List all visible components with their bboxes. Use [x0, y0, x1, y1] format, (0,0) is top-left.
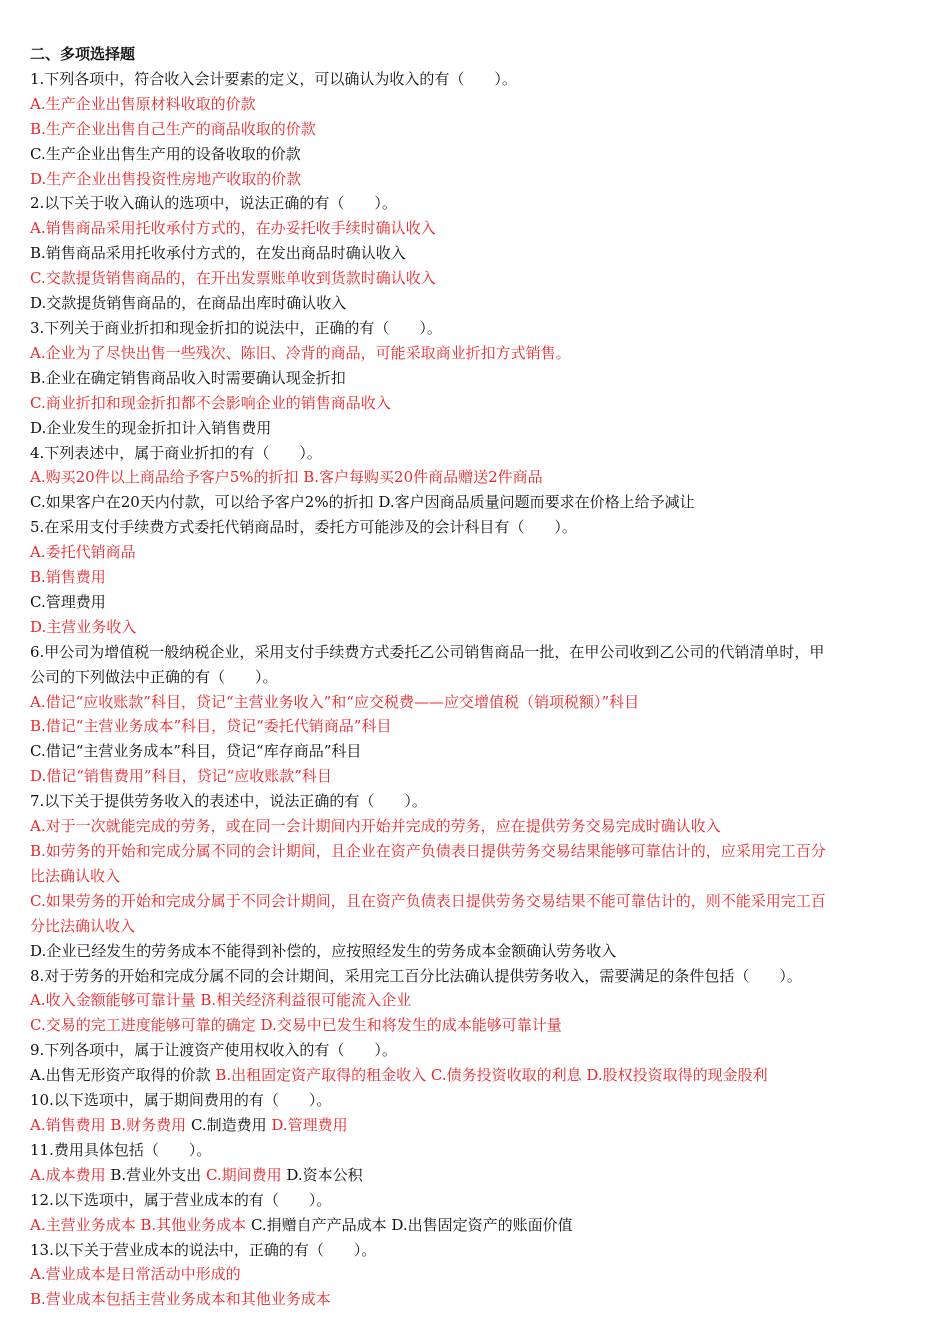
correct-answer-text: D.管理费用: [271, 1115, 348, 1134]
question-list: [30, 67, 910, 1312]
question-text: 10.以下选项中，属于期间费用的有（ ）。: [30, 1091, 332, 1110]
text-line: [30, 266, 910, 291]
question-text: 9.下列各项中，属于让渡资产使用权收入的有（ ）。: [30, 1041, 397, 1060]
text-line: [30, 1063, 910, 1088]
text-line: [30, 615, 910, 640]
text-line: [30, 839, 910, 864]
question-text: 4.下列表述中，属于商业折扣的有（ ）。: [30, 443, 322, 462]
text-line: [30, 1113, 910, 1138]
text-line: [30, 316, 910, 341]
text-line: [30, 1262, 910, 1287]
question-text: C.管理费用: [30, 592, 106, 611]
correct-answer-text: A.购买20件以上商品给予客户5%的折扣 B.客户每购买20件商品赠送2件商品: [30, 468, 543, 487]
correct-answer-text: C.交款提货销售商品的，在开出发票账单收到货款时确认收入: [30, 269, 436, 288]
question-text: B.企业在确定销售商品收入时需要确认现金折扣: [30, 368, 346, 387]
text-line: [30, 416, 910, 441]
text-line: [30, 814, 910, 839]
text-line: [30, 714, 910, 739]
question-text: C.借记“主营业务成本”科目，贷记“库存商品”科目: [30, 742, 362, 761]
text-line: [30, 889, 910, 914]
question-text: C.如果客户在20天内付款，可以给予客户2%的折扣 D.客户因商品质量问题而要求在价格上给予减让: [30, 493, 695, 512]
text-line: [30, 565, 910, 590]
text-line: [30, 1163, 910, 1188]
question-text: A.出售无形资产取得的价款: [30, 1066, 216, 1085]
correct-answer-text: A.销售商品采用托收承付方式的，在办妥托收手续时确认收入: [30, 219, 436, 238]
text-line: [30, 864, 910, 889]
correct-answer-text: D.借记“销售费用”科目，贷记“应收账款”科目: [30, 767, 332, 786]
text-line: [30, 665, 910, 690]
text-line: [30, 142, 910, 167]
text-line: [30, 1287, 910, 1312]
text-line: [30, 988, 910, 1013]
correct-answer-text: A.企业为了尽快出售一些残次、陈旧、冷背的商品，可能采取商业折扣方式销售。: [30, 343, 571, 362]
text-line: [30, 216, 910, 241]
question-text: 7.以下关于提供劳务收入的表述中，说法正确的有（ ）。: [30, 792, 427, 811]
text-line: [30, 92, 910, 117]
text-line: [30, 640, 910, 665]
text-line: [30, 465, 910, 490]
correct-answer-text: A.委托代销商品: [30, 543, 136, 562]
text-line: [30, 764, 910, 789]
question-text: D.企业发生的现金折扣计入销售费用: [30, 418, 272, 437]
text-line: [30, 964, 910, 989]
correct-answer-text: 分比法确认收入: [30, 916, 136, 935]
text-line: [30, 1013, 910, 1038]
correct-answer-text: B.借记“主营业务成本”科目，贷记“委托代销商品”科目: [30, 717, 392, 736]
question-text: 5.在采用支付手续费方式委托代销商品时，委托方可能涉及的会计科目有（ ）。: [30, 518, 577, 537]
correct-answer-text: B.生产企业出售自己生产的商品收取的价款: [30, 119, 316, 138]
correct-answer-text: C.如果劳务的开始和完成分属于不同会计期间，且在资产负债表日提供劳务交易结果不能可靠估计的，则不能采用完工百: [30, 891, 826, 910]
text-line: [30, 1188, 910, 1213]
text-line: [30, 191, 910, 216]
question-text: 11.费用具体包括（ ）。: [30, 1140, 212, 1159]
correct-answer-text: C.交易的完工进度能够可靠的确定 D.交易中已发生和将发生的成本能够可靠计量: [30, 1016, 562, 1035]
text-line: [30, 441, 910, 466]
text-line: [30, 939, 910, 964]
question-text: 1.下列各项中，符合收入会计要素的定义，可以确认为收入的有（ ）。: [30, 69, 517, 88]
text-line: [30, 914, 910, 939]
question-text: 12.以下选项中，属于营业成本的有（ ）。: [30, 1190, 332, 1209]
section-title: 二、多项选择题: [30, 45, 136, 63]
question-text: 3.下列关于商业折扣和现金折扣的说法中，正确的有（ ）。: [30, 318, 442, 337]
correct-answer-text: A.收入金额能够可靠计量 B.相关经济利益很可能流入企业: [30, 991, 412, 1010]
question-text: D.资本公积: [286, 1165, 363, 1184]
correct-answer-text: A.营业成本是日常活动中形成的: [30, 1265, 241, 1284]
text-line: [30, 1213, 910, 1238]
question-text: C.制造费用: [190, 1115, 272, 1134]
question-text: 2.以下关于收入确认的选项中，说法正确的有（ ）。: [30, 194, 397, 213]
text-line: [30, 515, 910, 540]
correct-answer-text: D.主营业务收入: [30, 617, 137, 636]
correct-answer-text: B.出租固定资产取得的租金收入 C.债务投资收取的利息 D.股权投资取得的现金股利: [215, 1066, 768, 1085]
text-line: [30, 1138, 910, 1163]
correct-answer-text: B.销售费用: [30, 568, 106, 587]
text-line: [30, 241, 910, 266]
text-line: [30, 789, 910, 814]
correct-answer-text: A.借记“应收账款”科目，贷记“主营业务收入”和“应交税费——应交增值税（销项税额）”科目: [30, 692, 640, 711]
question-text: 13.以下关于营业成本的说法中，正确的有（ ）。: [30, 1240, 377, 1259]
text-line: [30, 1238, 910, 1263]
text-line: [30, 67, 910, 92]
question-text: D.交款提货销售商品的，在商品出库时确认收入: [30, 294, 347, 313]
correct-answer-text: 比法确认收入: [30, 866, 121, 885]
text-line: [30, 117, 910, 142]
question-text: C.生产企业出售生产用的设备收取的价款: [30, 144, 301, 163]
text-line: [30, 291, 910, 316]
question-text: B.营业外支出: [110, 1165, 206, 1184]
text-line: [30, 540, 910, 565]
correct-answer-text: C.期间费用: [205, 1165, 287, 1184]
correct-answer-text: A.生产企业出售原材料收取的价款: [30, 94, 256, 113]
text-line: [30, 690, 910, 715]
correct-answer-text: A.对于一次就能完成的劳务，或在同一会计期间内开始并完成的劳务，应在提供劳务交易完成时确认收入: [30, 817, 721, 836]
correct-answer-text: A.销售费用 B.财务费用: [30, 1115, 191, 1134]
text-line: [30, 366, 910, 391]
correct-answer-text: C.商业折扣和现金折扣都不会影响企业的销售商品收入: [30, 393, 391, 412]
text-line: [30, 590, 910, 615]
question-text: 公司的下列做法中正确的有（ ）。: [30, 667, 278, 686]
text-line: [30, 167, 910, 192]
text-line: [30, 341, 910, 366]
question-text: C.捐赠自产产品成本 D.出售固定资产的账面价值: [250, 1215, 573, 1234]
correct-answer-text: B.营业成本包括主营业务成本和其他业务成本: [30, 1290, 331, 1309]
correct-answer-text: A.成本费用: [30, 1165, 111, 1184]
question-text: 8.对于劳务的开始和完成分属不同的会计期间，采用完工百分比法确认提供劳务收入，需要满足的条件包括（ ）。: [30, 966, 802, 985]
text-line: [30, 391, 910, 416]
text-line: [30, 490, 910, 515]
question-text: 6.甲公司为增值税一般纳税企业，采用支付手续费方式委托乙公司销售商品一批，在甲公司收到乙公司的代销清单时，甲: [30, 642, 825, 661]
text-line: [30, 1088, 910, 1113]
text-line: [30, 739, 910, 764]
correct-answer-text: B.如劳务的开始和完成分属不同的会计期间，且企业在资产负债表日提供劳务交易结果能够可靠估计的，应采用完工百分: [30, 842, 826, 860]
text-line: [30, 1038, 910, 1063]
question-text: D.企业已经发生的劳务成本不能得到补偿的，应按照经发生的劳务成本金额确认劳务收入: [30, 941, 617, 960]
correct-answer-text: A.主营业务成本 B.其他业务成本: [30, 1215, 251, 1234]
question-text: B.销售商品采用托收承付方式的，在发出商品时确认收入: [30, 244, 406, 263]
correct-answer-text: D.生产企业出售投资性房地产收取的价款: [30, 169, 302, 188]
